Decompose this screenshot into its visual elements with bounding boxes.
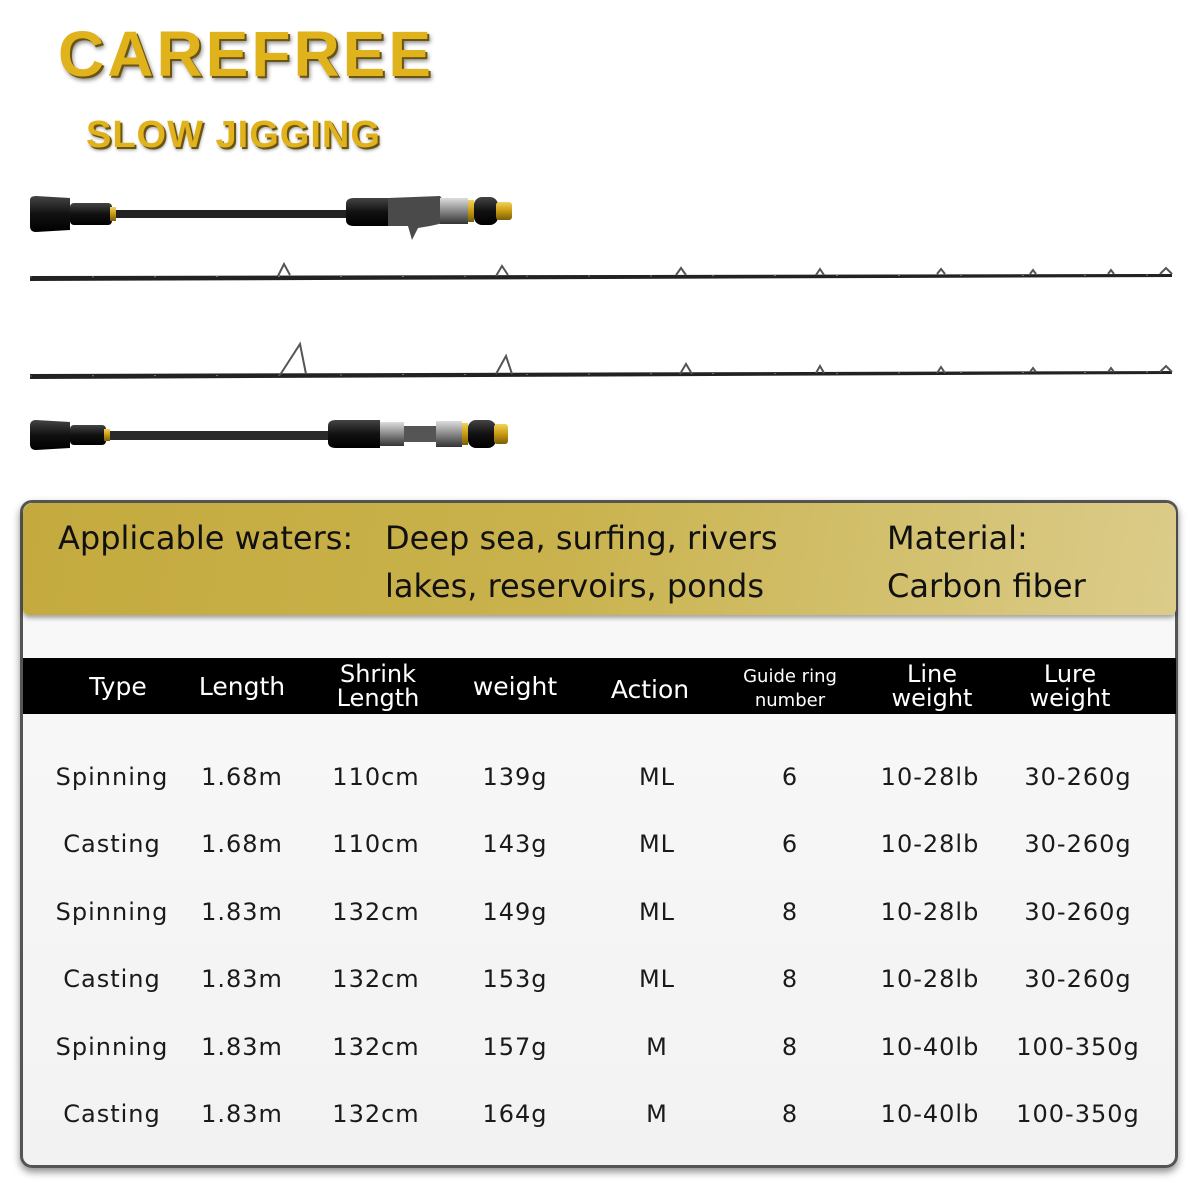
- header-cell-0: Type: [89, 672, 147, 701]
- table-cell: 1.83m: [201, 1100, 283, 1128]
- material-label: Material:: [887, 519, 1028, 557]
- table-cell: 8: [781, 965, 799, 993]
- waters-line-1: Deep sea, surfing, rivers: [385, 519, 778, 557]
- table-cell: 153g: [482, 965, 548, 993]
- table-cell: ML: [638, 898, 676, 926]
- table-cell: 1.68m: [201, 763, 283, 791]
- table-cell: 8: [781, 1033, 799, 1061]
- rods-image: [0, 0, 1200, 480]
- table-header: [23, 658, 1176, 714]
- table-cell: Spinning: [55, 1033, 169, 1061]
- header-cell-1: Length: [198, 672, 286, 701]
- table-cell: 132cm: [332, 965, 420, 993]
- table-cell: Casting: [63, 1100, 161, 1128]
- header-cell-2-line1: Shrink: [339, 660, 417, 688]
- table-cell: M: [646, 1033, 668, 1061]
- table-cell: 6: [781, 830, 799, 858]
- table-cell: 132cm: [332, 1100, 420, 1128]
- rod-blank-top: [30, 264, 1172, 281]
- table-cell: 164g: [482, 1100, 548, 1128]
- header-cell-7-line2: weight: [1029, 684, 1111, 712]
- table-cell: 143g: [482, 830, 548, 858]
- header-cell-5-line1: Guide ring: [743, 666, 837, 687]
- table-cell: 10-28lb: [880, 965, 980, 993]
- table-cell: Spinning: [55, 898, 169, 926]
- header-cell-6-line1: Line: [906, 660, 958, 688]
- table-cell: 30-260g: [1024, 965, 1132, 993]
- table-cell: Spinning: [55, 763, 169, 791]
- table-cell: M: [646, 1100, 668, 1128]
- rod-blank-bottom: [30, 344, 1172, 379]
- table-cell: ML: [638, 763, 676, 791]
- brand-title: CAREFREE: [58, 18, 435, 90]
- table-cell: ML: [638, 830, 676, 858]
- waters-label: Applicable waters:: [58, 519, 354, 557]
- material-value: Carbon fiber: [887, 567, 1086, 605]
- table-cell: Casting: [63, 830, 161, 858]
- table-cell: 1.83m: [201, 898, 283, 926]
- table-cell: 1.68m: [201, 830, 283, 858]
- header-cell-6-line2: weight: [891, 684, 973, 712]
- table-cell: 132cm: [332, 898, 420, 926]
- table-cell: 1.83m: [201, 965, 283, 993]
- table-cell: 157g: [482, 1033, 548, 1061]
- table-cell: Casting: [63, 965, 161, 993]
- table-cell: 132cm: [332, 1033, 420, 1061]
- table-cell: 10-40lb: [880, 1033, 980, 1061]
- table-cell: 139g: [482, 763, 548, 791]
- table-cell: 10-28lb: [880, 763, 980, 791]
- table-cell: 10-28lb: [880, 830, 980, 858]
- casting-handle: [30, 196, 512, 240]
- header-cell-3: weight: [472, 672, 558, 701]
- header-cell-2-line2: Length: [336, 684, 420, 712]
- header-cell-7-line1: Lure: [1043, 660, 1097, 688]
- table-cell: 30-260g: [1024, 763, 1132, 791]
- table-cell: 10-28lb: [880, 898, 980, 926]
- table-cell: ML: [638, 965, 676, 993]
- table-cell: 30-260g: [1024, 898, 1132, 926]
- header-cell-4: Action: [610, 675, 690, 704]
- table-cell: 110cm: [332, 763, 420, 791]
- header-cell-5-line2: number: [754, 690, 826, 711]
- table-cell: 10-40lb: [880, 1100, 980, 1128]
- table-cell: 1.83m: [201, 1033, 283, 1061]
- table-cell: 30-260g: [1024, 830, 1132, 858]
- table-cell: 100-350g: [1016, 1100, 1140, 1128]
- waters-line-2: lakes, reservoirs, ponds: [385, 567, 764, 605]
- spinning-handle: [30, 420, 508, 450]
- table-cell: 6: [781, 763, 799, 791]
- table-cell: 100-350g: [1016, 1033, 1140, 1061]
- table-cell: 8: [781, 1100, 799, 1128]
- table-cell: 149g: [482, 898, 548, 926]
- table-cell: 8: [781, 898, 799, 926]
- product-subtitle: SLOW JIGGING: [86, 114, 381, 156]
- table-cell: 110cm: [332, 830, 420, 858]
